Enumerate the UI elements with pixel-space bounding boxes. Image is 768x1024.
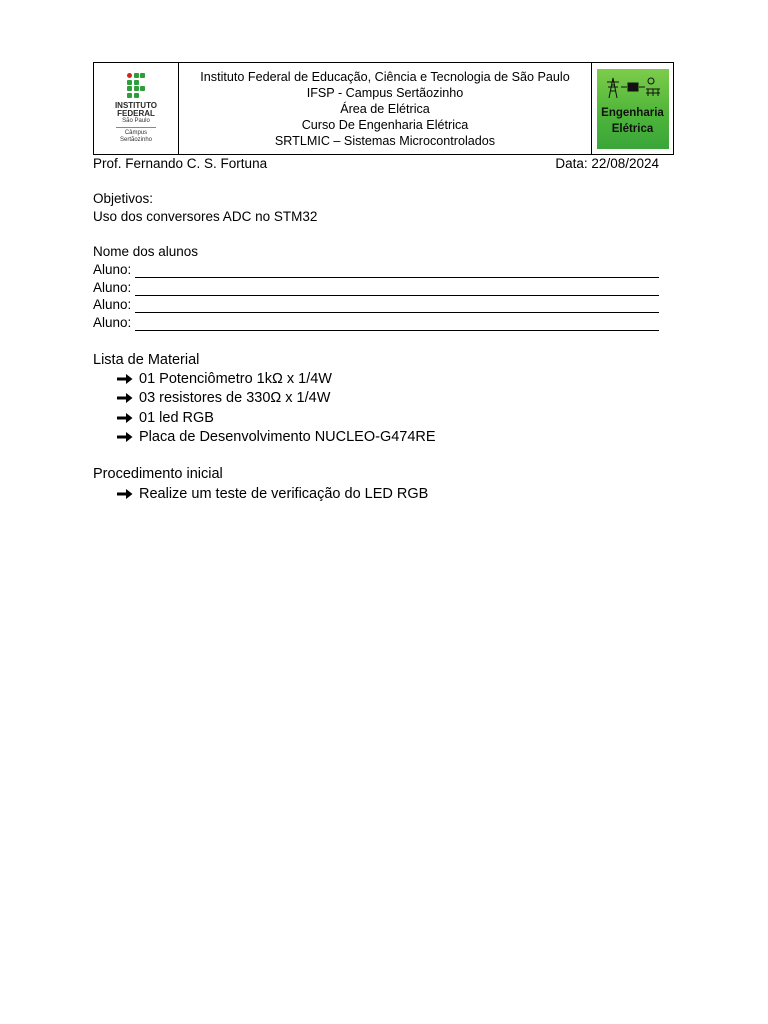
engineering-logo-line1: Engenharia [601, 106, 664, 119]
arrow-right-icon [117, 373, 133, 385]
engineering-logo-line2: Elétrica [611, 122, 654, 135]
list-item [117, 408, 436, 428]
transmission-tower-icon [601, 75, 665, 99]
procedure-list [117, 484, 428, 504]
arrow-right-icon [117, 392, 133, 404]
materials-title: Lista de Material [93, 352, 200, 368]
student-name-line[interactable] [135, 282, 659, 296]
date: Data: 22/08/2024 [555, 156, 659, 171]
info-row [93, 155, 659, 172]
objectives-text: Uso dos conversores ADC no STM32 [93, 209, 318, 224]
objectives-label: Objetivos: [93, 191, 154, 206]
student-field-label: Aluno: [93, 262, 132, 277]
student-field[interactable] [93, 314, 659, 331]
student-name-line[interactable] [135, 264, 659, 278]
student-field-label: Aluno: [93, 315, 132, 330]
header-course: Curso De Engenharia Elétrica [301, 117, 469, 132]
student-field-label: Aluno: [93, 280, 132, 295]
student-field[interactable] [93, 296, 659, 313]
header-text-cell [179, 63, 592, 154]
materials-list [117, 369, 436, 447]
ifsp-logo-mark [127, 73, 145, 98]
list-item [117, 428, 436, 448]
material-item: 03 resistores de 330Ω x 1/4W [139, 390, 331, 407]
ifsp-logo-cell [94, 63, 179, 154]
ifsp-logo-campus-2: Sertãozinho [119, 136, 153, 143]
arrow-right-icon [117, 488, 133, 500]
engineering-logo-cell [592, 63, 673, 154]
student-field-label: Aluno: [93, 297, 132, 312]
material-item: Placa de Desenvolvimento NUCLEO-G474RE [139, 429, 436, 446]
student-field[interactable] [93, 279, 659, 296]
students-label: Nome dos alunos [93, 244, 199, 259]
material-item: 01 led RGB [139, 409, 214, 426]
material-item: 01 Potenciômetro 1kΩ x 1/4W [139, 370, 332, 387]
list-item [117, 389, 436, 409]
header-campus: IFSP - Campus Sertãozinho [306, 85, 464, 100]
header-subject: SRTLMIC – Sistemas Microcontrolados [274, 133, 496, 148]
arrow-right-icon [117, 412, 133, 424]
ifsp-logo-name: INSTITUTO FEDERAL [114, 100, 158, 118]
header-institution: Instituto Federal de Educação, Ciência e Tecnologia de São Paulo [200, 69, 570, 84]
ifsp-logo [103, 73, 169, 144]
procedure-item: Realize um teste de verificação do LED RGB [139, 485, 429, 502]
student-name-line[interactable] [135, 299, 659, 313]
engineering-logo-text [601, 105, 664, 137]
arrow-right-icon [117, 431, 133, 443]
ifsp-logo-campus-1: Câmpus [124, 129, 148, 136]
ifsp-logo-state: São Paulo [122, 117, 150, 124]
professor-name: Prof. Fernando C. S. Fortuna [93, 156, 268, 171]
list-item [117, 484, 428, 504]
procedure-title: Procedimento inicial [93, 466, 223, 482]
list-item [117, 369, 436, 389]
student-field[interactable] [93, 261, 659, 278]
student-name-line[interactable] [135, 317, 659, 331]
header-table [93, 62, 674, 155]
header-area: Área de Elétrica [340, 101, 430, 116]
engineering-logo [597, 69, 669, 149]
